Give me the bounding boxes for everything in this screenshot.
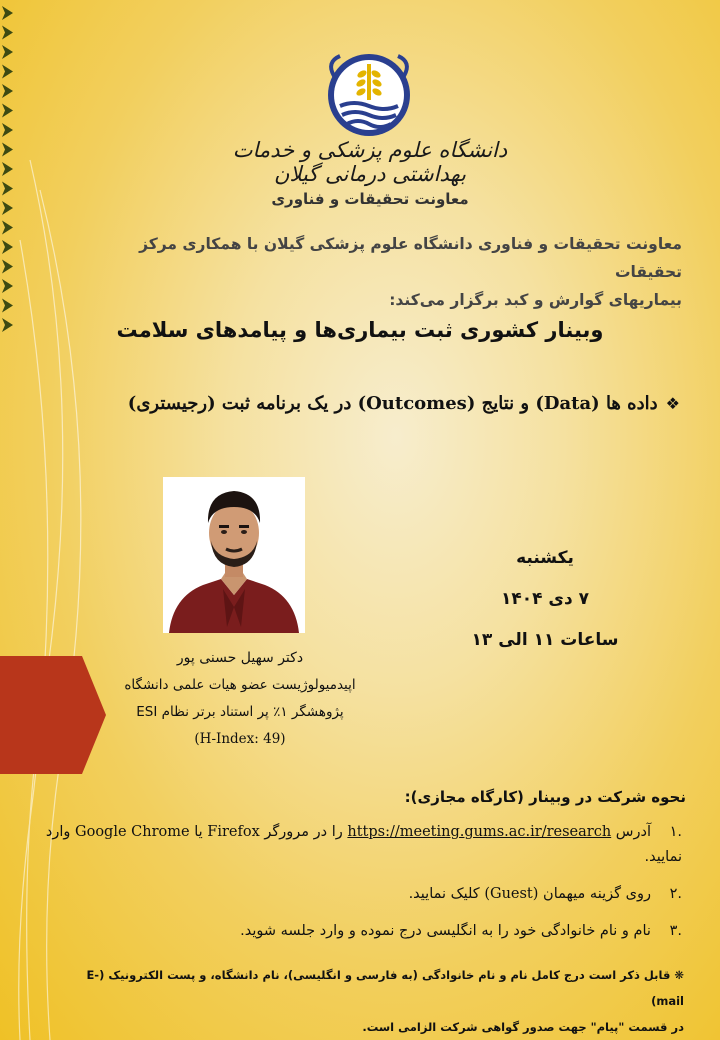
step-text: را در مرورگر bbox=[264, 824, 343, 840]
browser-chrome: Google Chrome bbox=[75, 824, 190, 840]
certificate-note bbox=[84, 962, 684, 1040]
university-name: دانشگاه علوم پزشکی و خدمات بهداشتی درمانی گیلان bbox=[232, 138, 508, 186]
topic-text: داده ها (Data) و نتایج (Outcomes) در یک برنامه ثبت (رجیستری) bbox=[127, 393, 658, 414]
step-number: .۳ bbox=[669, 923, 682, 939]
arrow-icon bbox=[2, 318, 13, 332]
arrow-stack-icon bbox=[2, 6, 13, 332]
meeting-link[interactable]: https://meeting.gums.ac.ir/research bbox=[347, 824, 612, 840]
diamond-bullet-icon: ❖ bbox=[665, 394, 680, 413]
intro-line-2: بیماریهای گوارش و کبد برگزار می‌کند: bbox=[389, 291, 682, 309]
arrow-icon bbox=[2, 65, 13, 79]
note-line-1: ❋ قابل ذکر است درج کامل نام و نام خانوادگی (به فارسی و انگلیسی)، نام دانشگاه، و پست الکترونیک (E-mail) bbox=[86, 968, 684, 1008]
schedule-time: ساعات ۱۱ الی ۱۳ bbox=[471, 630, 619, 650]
step-1 bbox=[42, 820, 682, 870]
arrow-icon bbox=[2, 182, 13, 196]
guest-option: (Guest) bbox=[484, 886, 539, 902]
arrow-icon bbox=[2, 123, 13, 137]
arrow-icon bbox=[2, 162, 13, 176]
speaker-hindex: (H-Index: 49) bbox=[194, 731, 286, 747]
step-text: آدرس bbox=[615, 824, 651, 840]
speaker-role: اپیدمیولوژیست عضو هیات علمی دانشگاه bbox=[124, 677, 356, 693]
webinar-title: وبینار کشوری ثبت بیماری‌ها و پیامدهای سلامت bbox=[116, 318, 604, 342]
step-3 bbox=[42, 919, 682, 944]
step-text: کلیک نمایید. bbox=[408, 886, 480, 902]
department-name: معاونت تحقیقات و فناوری bbox=[271, 190, 469, 208]
arrow-icon bbox=[2, 279, 13, 293]
step-2 bbox=[42, 882, 682, 907]
step-number: .۲ bbox=[669, 886, 682, 902]
schedule-block bbox=[450, 538, 640, 661]
arrow-icon bbox=[2, 143, 13, 157]
arrow-icon bbox=[2, 45, 13, 59]
arrow-icon bbox=[2, 6, 13, 20]
speaker-info bbox=[100, 645, 380, 753]
participation-title: نحوه شرکت در وبینار (کارگاه مجازی): bbox=[404, 788, 686, 806]
arrow-icon bbox=[2, 240, 13, 254]
note-line-2: در قسمت "پیام" جهت صدور گواهی شرکت الزامی است. bbox=[362, 1020, 684, 1034]
participation-steps bbox=[42, 820, 682, 956]
arrow-icon bbox=[2, 260, 13, 274]
speaker-name: دکتر سهیل حسنی پور bbox=[176, 650, 304, 666]
hexagon-accent bbox=[0, 656, 106, 774]
step-text: روی گزینه میهمان bbox=[543, 886, 651, 902]
step-text: نام و نام خانوادگی خود را به انگلیسی درج نموده و وارد جلسه شوید. bbox=[240, 923, 651, 939]
intro-text bbox=[122, 230, 682, 314]
topic-heading bbox=[40, 393, 680, 414]
university-logo bbox=[326, 52, 412, 138]
arrow-icon bbox=[2, 26, 13, 40]
arrow-icon bbox=[2, 104, 13, 118]
step-number: .۱ bbox=[669, 824, 682, 840]
arrow-icon bbox=[2, 201, 13, 215]
schedule-date: ۷ دی ۱۴۰۴ bbox=[500, 589, 590, 609]
arrow-icon bbox=[2, 84, 13, 98]
speaker-rank: پژوهشگر ۱٪ پر استناد برتر نظام ESI bbox=[136, 704, 344, 720]
speaker-photo bbox=[163, 477, 305, 633]
intro-line-1: معاونت تحقیقات و فناوری دانشگاه علوم پزشکی گیلان با همکاری مرکز تحقیقات bbox=[139, 235, 682, 281]
schedule-day: یکشنبه bbox=[516, 548, 574, 568]
arrow-icon bbox=[2, 221, 13, 235]
browser-firefox: Firefox bbox=[207, 824, 260, 840]
step-text: یا bbox=[194, 824, 203, 840]
arrow-icon bbox=[2, 299, 13, 313]
step-text: وارد نمایید. bbox=[45, 824, 682, 865]
